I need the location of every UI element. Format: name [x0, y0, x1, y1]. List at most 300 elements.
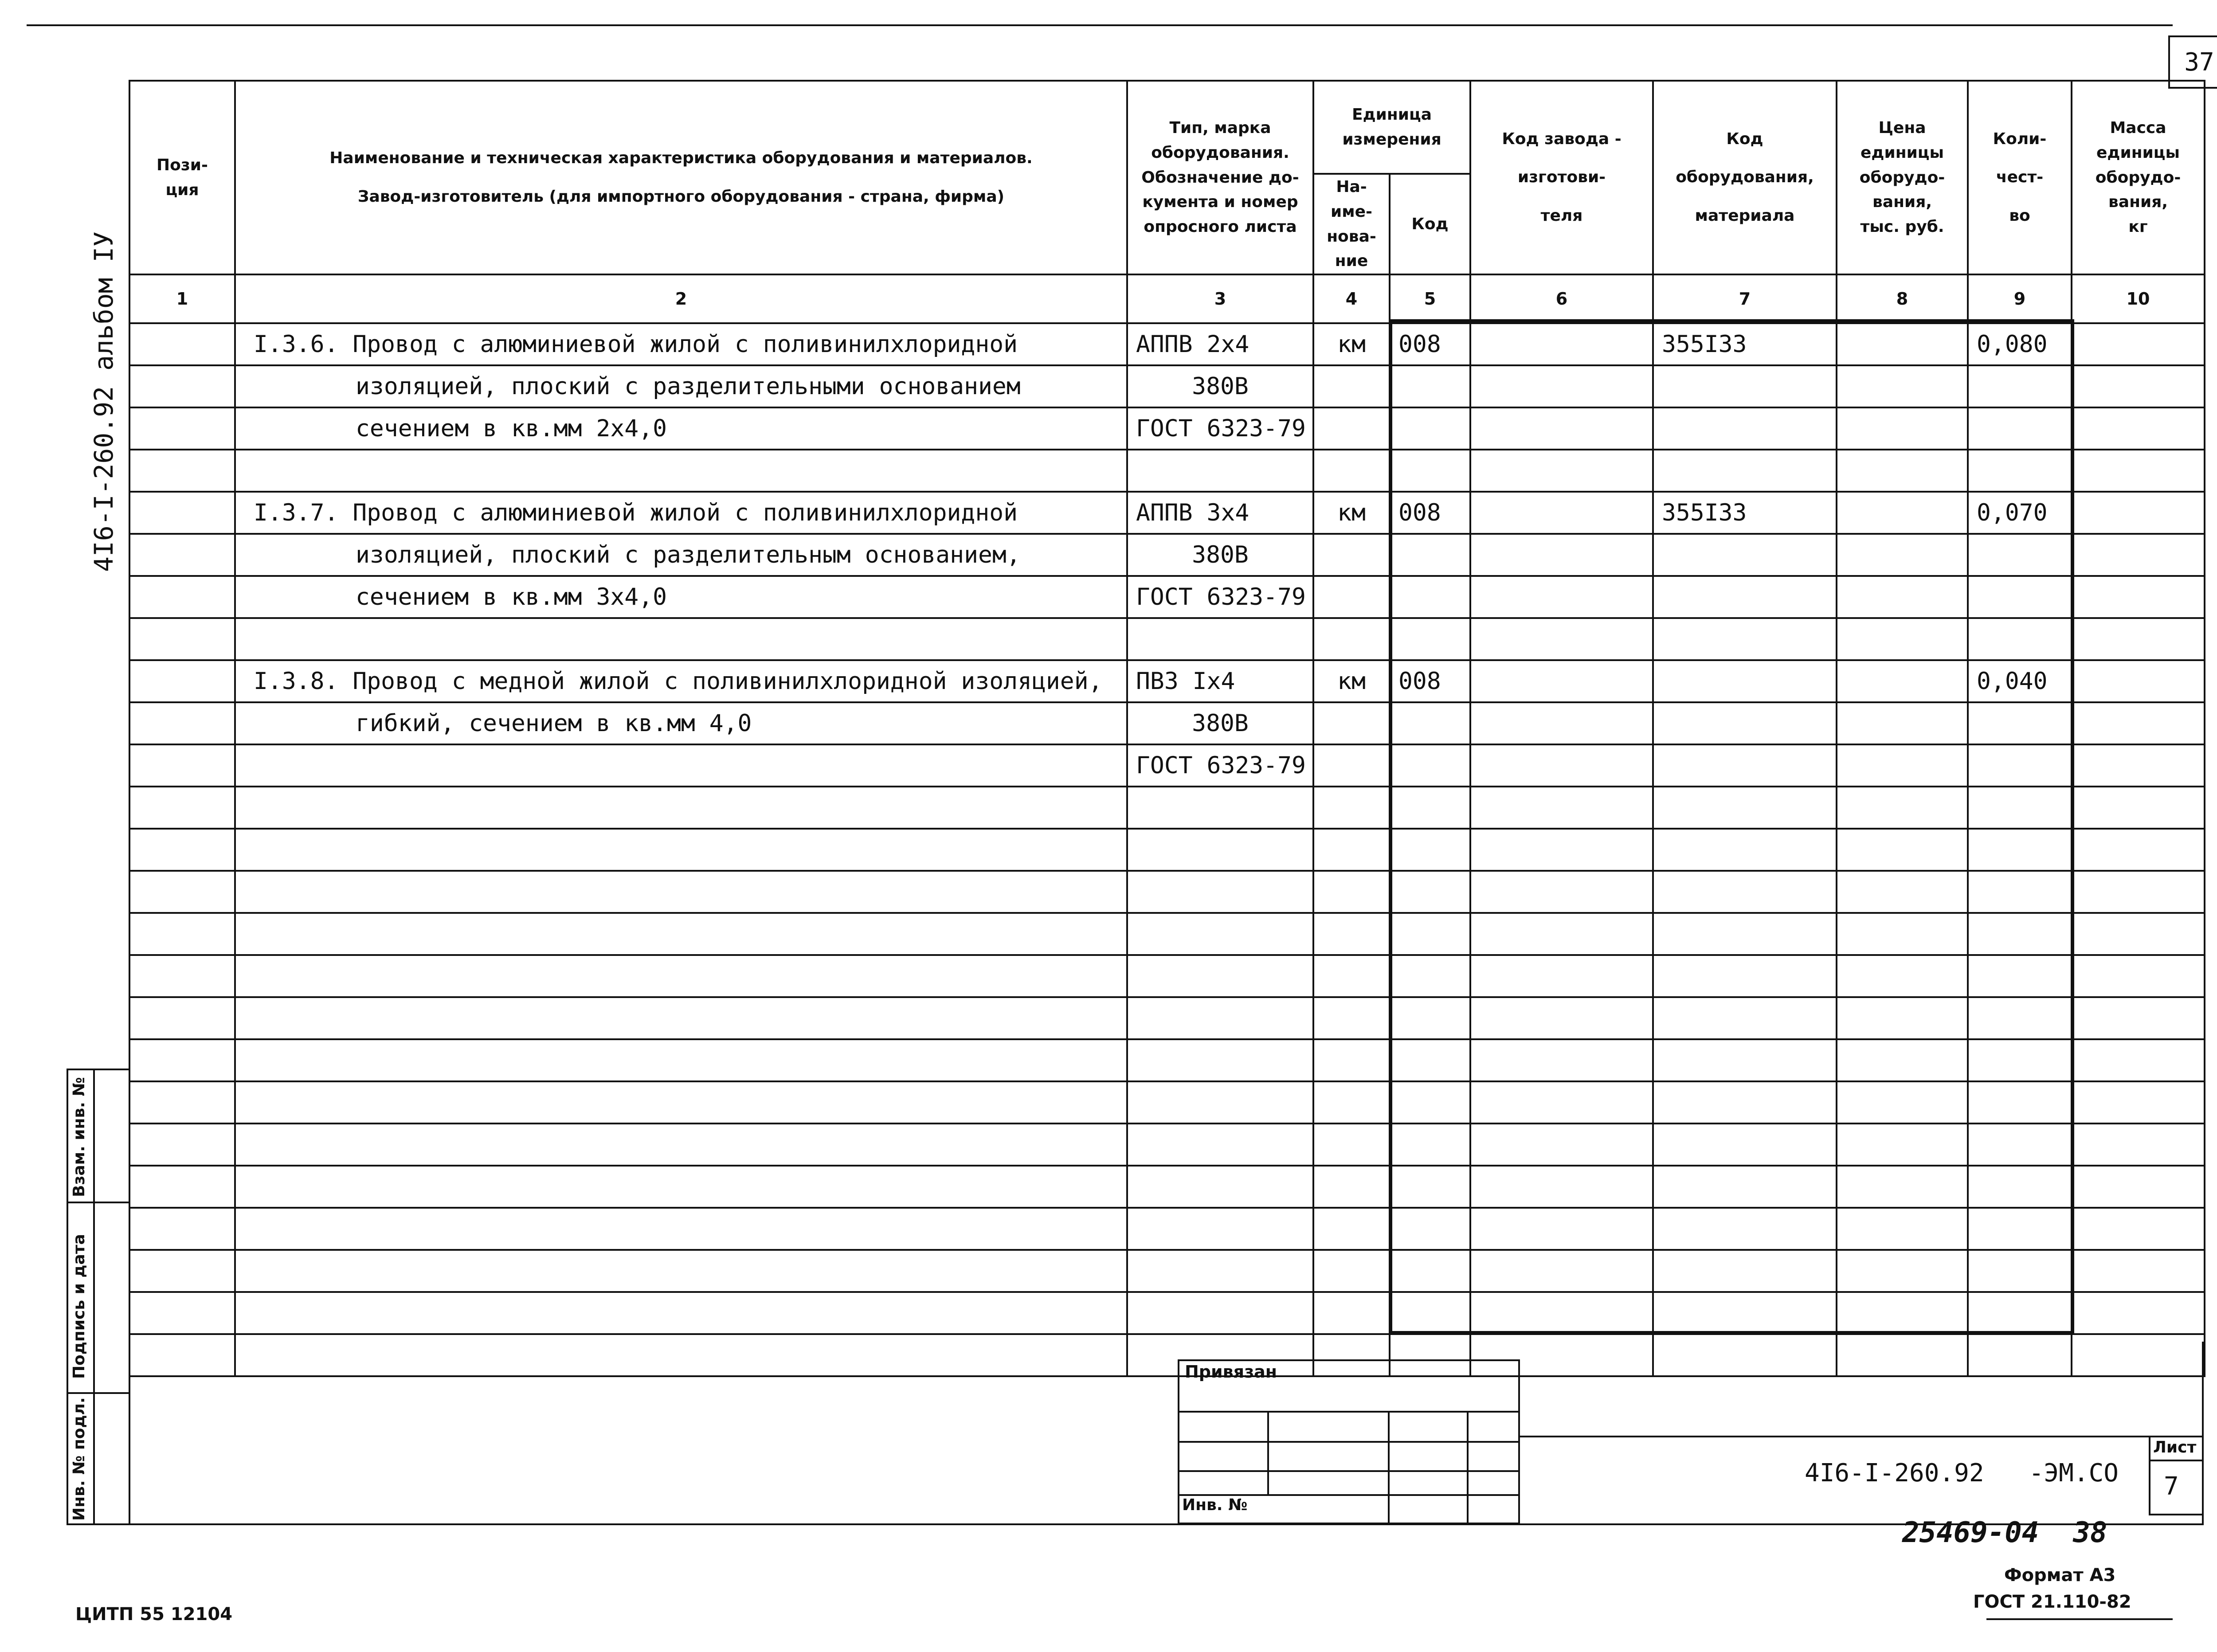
table-cell — [1313, 913, 1390, 955]
table-cell — [1470, 1081, 1653, 1124]
table-cell — [2072, 787, 2205, 829]
table-cell: км — [1313, 492, 1390, 534]
table-cell — [1968, 787, 2072, 829]
table-cell — [1390, 1166, 1470, 1208]
table-cell — [1653, 1292, 1837, 1334]
table-cell — [1653, 997, 1837, 1039]
table-cell — [1313, 365, 1390, 407]
table-cell — [1127, 1166, 1313, 1208]
table-cell — [1653, 955, 1837, 997]
header-price: Цена единицы оборудо- вания, тыс. руб. — [1837, 81, 1968, 274]
table-cell — [129, 1124, 235, 1166]
table-cell — [235, 997, 1127, 1039]
table-cell — [1968, 829, 2072, 871]
table-cell — [1653, 660, 1837, 702]
table-cell — [1390, 1250, 1470, 1292]
table-cell: гибкий, сечением в кв.мм 4,0 — [235, 702, 1127, 744]
table-cell — [1470, 829, 1653, 871]
table-cell — [1968, 702, 2072, 744]
table-cell — [2072, 913, 2205, 955]
table-cell — [129, 534, 235, 576]
table-cell: 380В — [1127, 534, 1313, 576]
table-cell — [2072, 744, 2205, 787]
table-cell — [129, 492, 235, 534]
table-cell — [235, 787, 1127, 829]
table-cell — [1313, 576, 1390, 618]
table-cell — [1390, 913, 1470, 955]
column-number: 5 — [1390, 274, 1470, 323]
privyazan-divider — [1388, 1411, 1390, 1524]
table-cell: 008 — [1390, 660, 1470, 702]
header-mass: Масса единицы оборудо- вания, кг — [2072, 81, 2205, 274]
privyazan-divider — [1178, 1470, 1520, 1472]
table-cell — [1968, 744, 2072, 787]
table-cell — [1653, 1334, 1837, 1376]
table-cell — [1390, 1081, 1470, 1124]
table-cell — [1313, 1039, 1390, 1081]
table-cell: 0,080 — [1968, 323, 2072, 365]
table-cell — [1968, 407, 2072, 450]
table-cell — [1653, 913, 1837, 955]
table-cell — [235, 744, 1127, 787]
table-cell — [1653, 618, 1837, 660]
format-label: Формат А3 — [2004, 1565, 2116, 1585]
table-cell — [2072, 1208, 2205, 1250]
column-number: 4 — [1313, 274, 1390, 323]
table-row — [129, 1334, 2205, 1376]
table-cell — [1837, 955, 1968, 997]
page-number: 37 — [2184, 47, 2214, 77]
column-number: 1 — [129, 274, 235, 323]
table-cell: 0,070 — [1968, 492, 2072, 534]
table-cell — [1653, 702, 1837, 744]
table-cell — [1390, 997, 1470, 1039]
table-cell — [1837, 744, 1968, 787]
table-cell — [1837, 829, 1968, 871]
table-cell — [129, 1208, 235, 1250]
table-cell — [1837, 787, 1968, 829]
table-cell: I.3.8. Провод с медной жилой с поливинилхлоридной изоляцией, — [235, 660, 1127, 702]
table-cell — [1390, 1039, 1470, 1081]
table-row — [129, 1166, 2205, 1208]
table-cell — [1837, 1208, 1968, 1250]
table-cell — [2072, 997, 2205, 1039]
table-cell — [235, 450, 1127, 492]
table-cell — [1968, 1292, 2072, 1334]
table-cell — [1968, 955, 2072, 997]
table-cell — [1837, 534, 1968, 576]
table-cell — [1968, 618, 2072, 660]
table-cell: АППВ 3х4 — [1127, 492, 1313, 534]
table-row — [129, 829, 2205, 871]
table-cell — [129, 660, 235, 702]
table-cell — [1837, 365, 1968, 407]
table-cell — [1968, 1081, 2072, 1124]
sheet-box-divider — [2149, 1460, 2204, 1461]
table-cell — [1837, 618, 1968, 660]
table-cell — [129, 1166, 235, 1208]
table-cell — [129, 1250, 235, 1292]
table-cell — [1470, 1124, 1653, 1166]
table-cell — [1390, 1124, 1470, 1166]
side-stamp-podpis-data: Подпись и дата — [70, 1234, 88, 1379]
table-cell — [129, 323, 235, 365]
table-cell — [1470, 660, 1653, 702]
table-cell — [235, 1208, 1127, 1250]
table-cell — [1470, 744, 1653, 787]
table-cell: 008 — [1390, 492, 1470, 534]
table-cell: 355I33 — [1653, 492, 1837, 534]
table-cell — [1127, 1292, 1313, 1334]
column-number: 9 — [1968, 274, 2072, 323]
table-cell — [1968, 1334, 2072, 1376]
table-cell — [1837, 1124, 1968, 1166]
header-quantity: Коли- чест- во — [1968, 81, 2072, 274]
table-cell — [129, 1081, 235, 1124]
table-cell — [1390, 1208, 1470, 1250]
table-cell — [1837, 871, 1968, 913]
table-cell — [1653, 1039, 1837, 1081]
table-row — [129, 576, 2205, 618]
sheet-label: Лист — [2153, 1438, 2197, 1456]
table-cell — [235, 955, 1127, 997]
table-cell — [2072, 450, 2205, 492]
table-cell — [1470, 450, 1653, 492]
table-cell — [1390, 450, 1470, 492]
table-cell — [1470, 1250, 1653, 1292]
table-cell — [129, 1334, 235, 1376]
table-cell — [1470, 1166, 1653, 1208]
table-cell — [1470, 1292, 1653, 1334]
table-cell — [2072, 365, 2205, 407]
table-cell — [1313, 1250, 1390, 1292]
table-cell — [1968, 1166, 2072, 1208]
table-cell — [1390, 1292, 1470, 1334]
table-cell — [129, 787, 235, 829]
table-cell — [2072, 492, 2205, 534]
table-cell — [1127, 1081, 1313, 1124]
table-cell — [235, 1081, 1127, 1124]
table-cell — [1313, 1124, 1390, 1166]
table-cell — [129, 365, 235, 407]
table-cell — [129, 450, 235, 492]
table-cell — [1313, 829, 1390, 871]
table-cell — [1837, 323, 1968, 365]
table-cell: 380В — [1127, 702, 1313, 744]
page-top-line — [27, 24, 2173, 26]
table-cell — [1313, 618, 1390, 660]
table-cell — [1837, 407, 1968, 450]
table-cell — [1313, 1081, 1390, 1124]
table-cell — [1313, 1292, 1390, 1334]
privyazan-label: Привязан — [1185, 1362, 1277, 1382]
title-block-top — [1520, 1436, 2203, 1437]
table-row — [129, 871, 2205, 913]
table-cell — [1653, 787, 1837, 829]
table-cell: 355I33 — [1653, 323, 1837, 365]
table-cell — [1470, 1039, 1653, 1081]
table-cell — [1653, 1208, 1837, 1250]
table-cell — [1127, 913, 1313, 955]
table-row — [129, 365, 2205, 407]
table-cell — [235, 1166, 1127, 1208]
doc-code: 4I6-I-260.92 -ЭМ.СО — [1805, 1459, 2119, 1488]
side-stamp-divider — [67, 1202, 130, 1203]
privyazan-divider — [1178, 1441, 1520, 1443]
table-cell — [2072, 1334, 2205, 1376]
table-cell — [1470, 871, 1653, 913]
table-cell — [1127, 450, 1313, 492]
table-cell — [129, 955, 235, 997]
table-cell — [1653, 1081, 1837, 1124]
table-row — [129, 744, 2205, 787]
table-cell — [1837, 913, 1968, 955]
table-cell — [1837, 702, 1968, 744]
table-row — [129, 1292, 2205, 1334]
table-cell — [1127, 1039, 1313, 1081]
table-cell — [129, 1039, 235, 1081]
table-cell — [1470, 913, 1653, 955]
table-row — [129, 913, 2205, 955]
table-cell — [1968, 450, 2072, 492]
table-cell — [2072, 702, 2205, 744]
table-cell — [2072, 1250, 2205, 1292]
table-cell — [1390, 871, 1470, 913]
table-cell — [2072, 1081, 2205, 1124]
table-cell — [2072, 1124, 2205, 1166]
table-cell — [1127, 1250, 1313, 1292]
table-cell — [1390, 702, 1470, 744]
table-cell — [129, 576, 235, 618]
table-cell — [2072, 323, 2205, 365]
side-stamp-inv-podl: Инв. № подл. — [70, 1397, 88, 1521]
table-cell: I.3.7. Провод с алюминиевой жилой с поливинилхлоридной — [235, 492, 1127, 534]
table-cell — [1127, 787, 1313, 829]
table-cell — [1470, 618, 1653, 660]
column-number: 6 — [1470, 274, 1653, 323]
table-cell — [1653, 450, 1837, 492]
table-cell — [1653, 576, 1837, 618]
table-cell — [235, 1250, 1127, 1292]
table-cell — [1470, 702, 1653, 744]
table-cell — [1313, 1208, 1390, 1250]
table-cell — [1653, 744, 1837, 787]
table-row — [129, 1039, 2205, 1081]
table-cell — [1313, 1166, 1390, 1208]
table-cell: ГОСТ 6323-79 — [1127, 407, 1313, 450]
table-row — [129, 407, 2205, 450]
header-unit-name: На- име- нова- ние — [1313, 174, 1390, 274]
table-cell — [1313, 955, 1390, 997]
table-cell — [1470, 365, 1653, 407]
table-cell — [1470, 492, 1653, 534]
table-cell — [1470, 955, 1653, 997]
table-cell — [1127, 1124, 1313, 1166]
table-cell — [1390, 407, 1470, 450]
table-cell — [1837, 660, 1968, 702]
table-cell: изоляцией, плоский с разделительным основанием, — [235, 534, 1127, 576]
table-cell — [1127, 997, 1313, 1039]
table-cell: ГОСТ 6323-79 — [1127, 576, 1313, 618]
table-cell — [1968, 997, 2072, 1039]
table-cell — [235, 829, 1127, 871]
table-cell — [2072, 660, 2205, 702]
header-unit-code: Код — [1390, 174, 1470, 274]
table-cell — [129, 407, 235, 450]
privyazan-divider — [1467, 1411, 1469, 1524]
column-number: 7 — [1653, 274, 1837, 323]
table-cell — [1968, 576, 2072, 618]
table-cell — [1653, 829, 1837, 871]
table-cell — [235, 1039, 1127, 1081]
table-row — [129, 1250, 2205, 1292]
table-row — [129, 1124, 2205, 1166]
inv-no-label: Инв. № — [1182, 1496, 1248, 1514]
header-equipment-code: Код оборудования, материала — [1653, 81, 1837, 274]
table-cell — [1470, 407, 1653, 450]
table-row — [129, 323, 2205, 365]
column-number: 8 — [1837, 274, 1968, 323]
table-cell — [129, 997, 235, 1039]
table-cell — [2072, 955, 2205, 997]
side-stamp-vzam-inv: Взам. инв. № — [70, 1077, 88, 1197]
table-cell: АППВ 2х4 — [1127, 323, 1313, 365]
table-cell — [2072, 1292, 2205, 1334]
table-cell — [1390, 955, 1470, 997]
table-cell — [129, 702, 235, 744]
printer-label: ЦИТП 55 12104 — [75, 1604, 233, 1625]
table-cell — [1837, 1292, 1968, 1334]
table-row — [129, 450, 2205, 492]
privyazan-divider — [1178, 1411, 1520, 1413]
table-cell — [2072, 576, 2205, 618]
table-row — [129, 702, 2205, 744]
table-cell — [1653, 871, 1837, 913]
table-cell — [1390, 829, 1470, 871]
table-cell — [1127, 1208, 1313, 1250]
table-cell — [235, 1124, 1127, 1166]
frame-left — [129, 1342, 130, 1525]
table-cell — [1313, 744, 1390, 787]
table-cell — [1968, 1208, 2072, 1250]
table-cell — [1127, 829, 1313, 871]
table-cell — [1313, 534, 1390, 576]
specification-table — [129, 80, 2205, 1377]
table-cell — [1968, 913, 2072, 955]
table-cell — [1470, 787, 1653, 829]
side-stamp-divider — [67, 1392, 130, 1394]
table-row — [129, 955, 2205, 997]
table-cell — [1390, 618, 1470, 660]
table-cell — [1470, 323, 1653, 365]
table-cell — [129, 744, 235, 787]
table-cell — [1470, 997, 1653, 1039]
table-cell — [1127, 871, 1313, 913]
table-cell — [1653, 534, 1837, 576]
table-cell — [2072, 1166, 2205, 1208]
table-cell: 008 — [1390, 323, 1470, 365]
table-cell — [1837, 1166, 1968, 1208]
table-cell — [129, 829, 235, 871]
table-cell — [1313, 787, 1390, 829]
table-row — [129, 787, 2205, 829]
table-cell — [1313, 997, 1390, 1039]
table-cell — [1390, 576, 1470, 618]
table-cell — [129, 913, 235, 955]
table-cell: 380В — [1127, 365, 1313, 407]
table-cell — [1837, 450, 1968, 492]
table-row — [129, 660, 2205, 702]
table-cell — [235, 913, 1127, 955]
header-type: Тип, марка оборудования. Обозначение до- кумента и номер опросного листа — [1127, 81, 1313, 274]
table-row — [129, 997, 2205, 1039]
side-stamp-divider — [93, 1069, 95, 1525]
table-row — [129, 1208, 2205, 1250]
table-row — [129, 534, 2205, 576]
table-cell — [1837, 492, 1968, 534]
table-cell — [1390, 365, 1470, 407]
privyazan-divider — [1267, 1411, 1269, 1494]
table-cell — [1653, 1250, 1837, 1292]
table-cell: ПВ3 Iх4 — [1127, 660, 1313, 702]
table-cell — [1127, 955, 1313, 997]
table-cell — [1313, 407, 1390, 450]
table-cell — [2072, 407, 2205, 450]
table-cell — [1968, 534, 2072, 576]
column-number: 2 — [235, 274, 1127, 323]
table-cell — [1127, 618, 1313, 660]
table-row — [129, 492, 2205, 534]
table-cell — [1968, 1124, 2072, 1166]
table-cell: км — [1313, 660, 1390, 702]
header-position: Пози- ция — [129, 81, 235, 274]
table-cell: 0,040 — [1968, 660, 2072, 702]
table-cell — [1968, 1250, 2072, 1292]
table-cell — [1390, 787, 1470, 829]
column-number: 10 — [2072, 274, 2205, 323]
table-cell — [1968, 1039, 2072, 1081]
table-cell — [1470, 534, 1653, 576]
table-cell: сечением в кв.мм 3х4,0 — [235, 576, 1127, 618]
table-cell — [129, 871, 235, 913]
table-cell — [1313, 702, 1390, 744]
table-cell: ГОСТ 6323-79 — [1127, 744, 1313, 787]
table-cell — [1313, 450, 1390, 492]
table-cell — [1470, 1208, 1653, 1250]
album-side-label: 4I6-I-260.92 альбом IУ — [89, 231, 119, 572]
table-cell — [1968, 871, 2072, 913]
table-cell — [1653, 1166, 1837, 1208]
table-cell — [1837, 1250, 1968, 1292]
table-cell — [1390, 744, 1470, 787]
table-cell — [1470, 576, 1653, 618]
table-cell — [1968, 365, 2072, 407]
table-cell — [1390, 534, 1470, 576]
table-cell — [235, 1292, 1127, 1334]
frame-bottom — [67, 1523, 2204, 1525]
handwritten-number: 25469-04 38 — [1902, 1516, 2107, 1549]
table-cell — [235, 1334, 1127, 1376]
table-cell — [1837, 1334, 1968, 1376]
header-factory-code: Код завода - изготови- теля — [1470, 81, 1653, 274]
table-cell — [2072, 534, 2205, 576]
table-cell — [2072, 829, 2205, 871]
table-cell — [235, 618, 1127, 660]
table-cell: изоляцией, плоский с разделительными основанием — [235, 365, 1127, 407]
table-cell — [1653, 365, 1837, 407]
gost-underline — [1986, 1618, 2173, 1620]
gost-label: ГОСТ 21.110-82 — [1973, 1592, 2131, 1612]
